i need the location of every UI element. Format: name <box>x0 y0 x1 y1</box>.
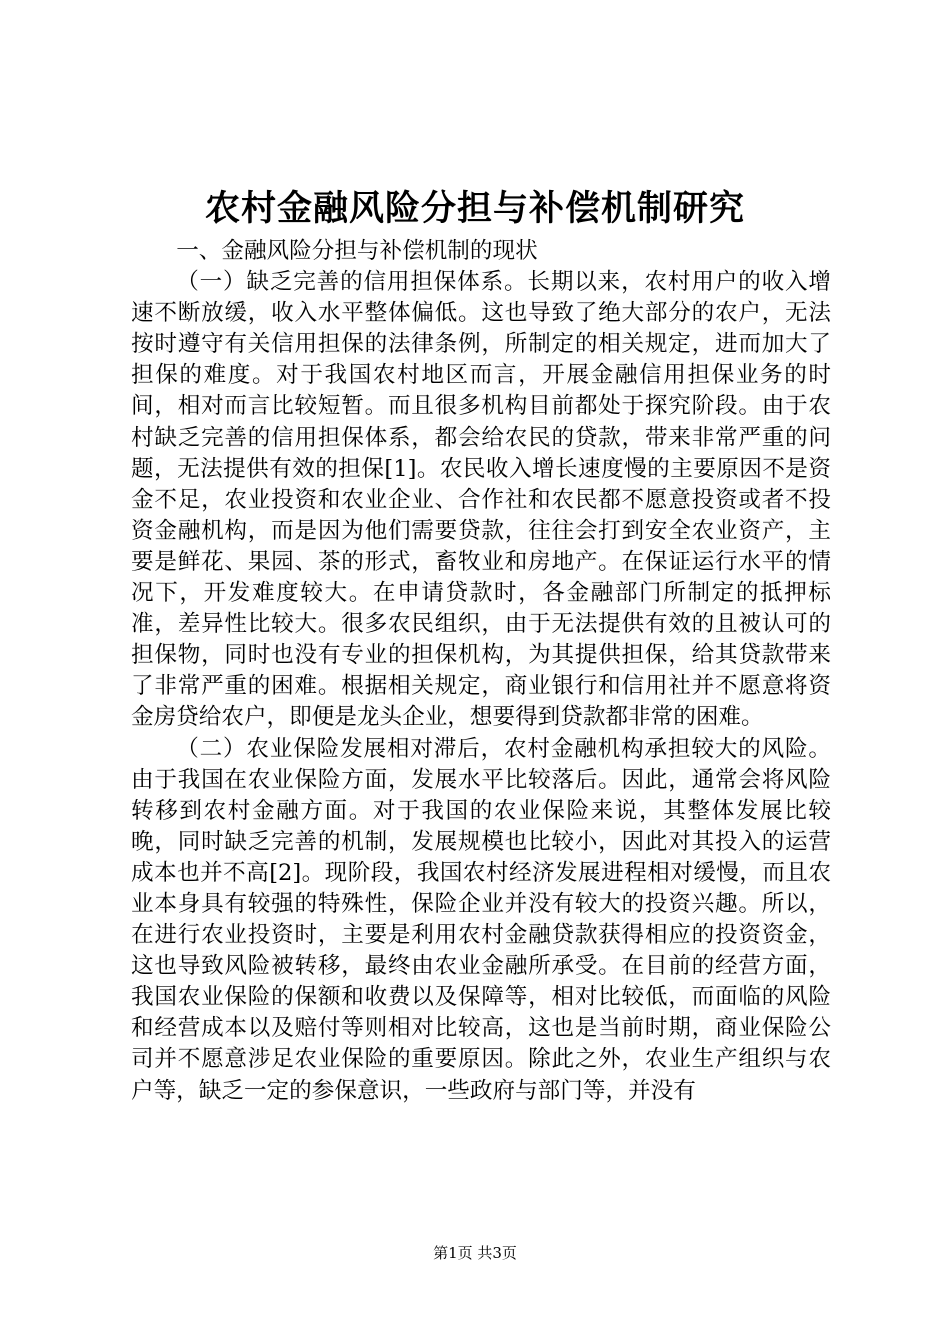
page-footer: 第1页 共3页 <box>433 1244 517 1262</box>
body-paragraph: （二）农业保险发展相对滞后，农村金融机构承担较大的风险。由于我国在农业保险方面，发展水平比较落后。因此，通常会将风险转移到农村金融方面。对于我国的农业保险来说，其整体发展比较晚，同时缺乏完善的机制，发展规模也比较小，因此对其投入的运营成本也并不高[2]。现阶段，我国农村经济发展进程相对缓慢，而且农业本身具有较强的特殊性，保险企业并没有较大的投资兴趣。所以，在进行农业投资时，主要是利用农村金融贷款获得相应的投资资金，这也导致风险被转移，最终由农业金融所承受。在目前的经营方面，我国农业保险的保额和收费以及保障等，相对比较低，而面临的风险和经营成本以及赔付等则相对比较高，这也是当前时期，商业保险公司并不愿意涉足农业保险的重要原因。除此之外，农业生产组织与农户等，缺乏一定的参保意识，一些政府与部门等，并没有 <box>131 735 831 1104</box>
document-body <box>131 236 831 1107</box>
body-paragraph: （一）缺乏完善的信用担保体系。长期以来，农村用户的收入增速不断放缓，收入水平整体偏低。这也导致了绝大部分的农户，无法按时遵守有关信用担保的法律条例，所制定的相关规定，进而加大了担保的难度。对于我国农村地区而言，开展金融信用担保业务的时间，相对而言比较短暂。而且很多机构目前都处于探究阶段。由于农村缺乏完善的信用担保体系，都会给农民的贷款，带来非常严重的问题，无法提供有效的担保[1]。农民收入增长速度慢的主要原因不是资金不足，农业投资和农业企业、合作社和农民都不愿意投资或者不投资金融机构，而是因为他们需要贷款，往往会打到安全农业资产，主要是鲜花、果园、茶的形式，畜牧业和房地产。在保证运行水平的情况下，开发难度较大。在申请贷款时，各金融部门所制定的抵押标准，差异性比较大。很多农民组织，由于无法提供有效的且被认可的担保物，同时也没有专业的担保机构，为其提供担保，给其贷款带来了非常严重的困难。根据相关规定，商业银行和信用社并不愿意将资金房贷给农户，即便是龙头企业，想要得到贷款都非常的困难。 <box>131 269 831 731</box>
section-heading: 一、金融风险分担与补偿机制的现状 <box>176 238 538 264</box>
document-title: 农村金融风险分担与补偿机制研究 <box>204 188 745 229</box>
